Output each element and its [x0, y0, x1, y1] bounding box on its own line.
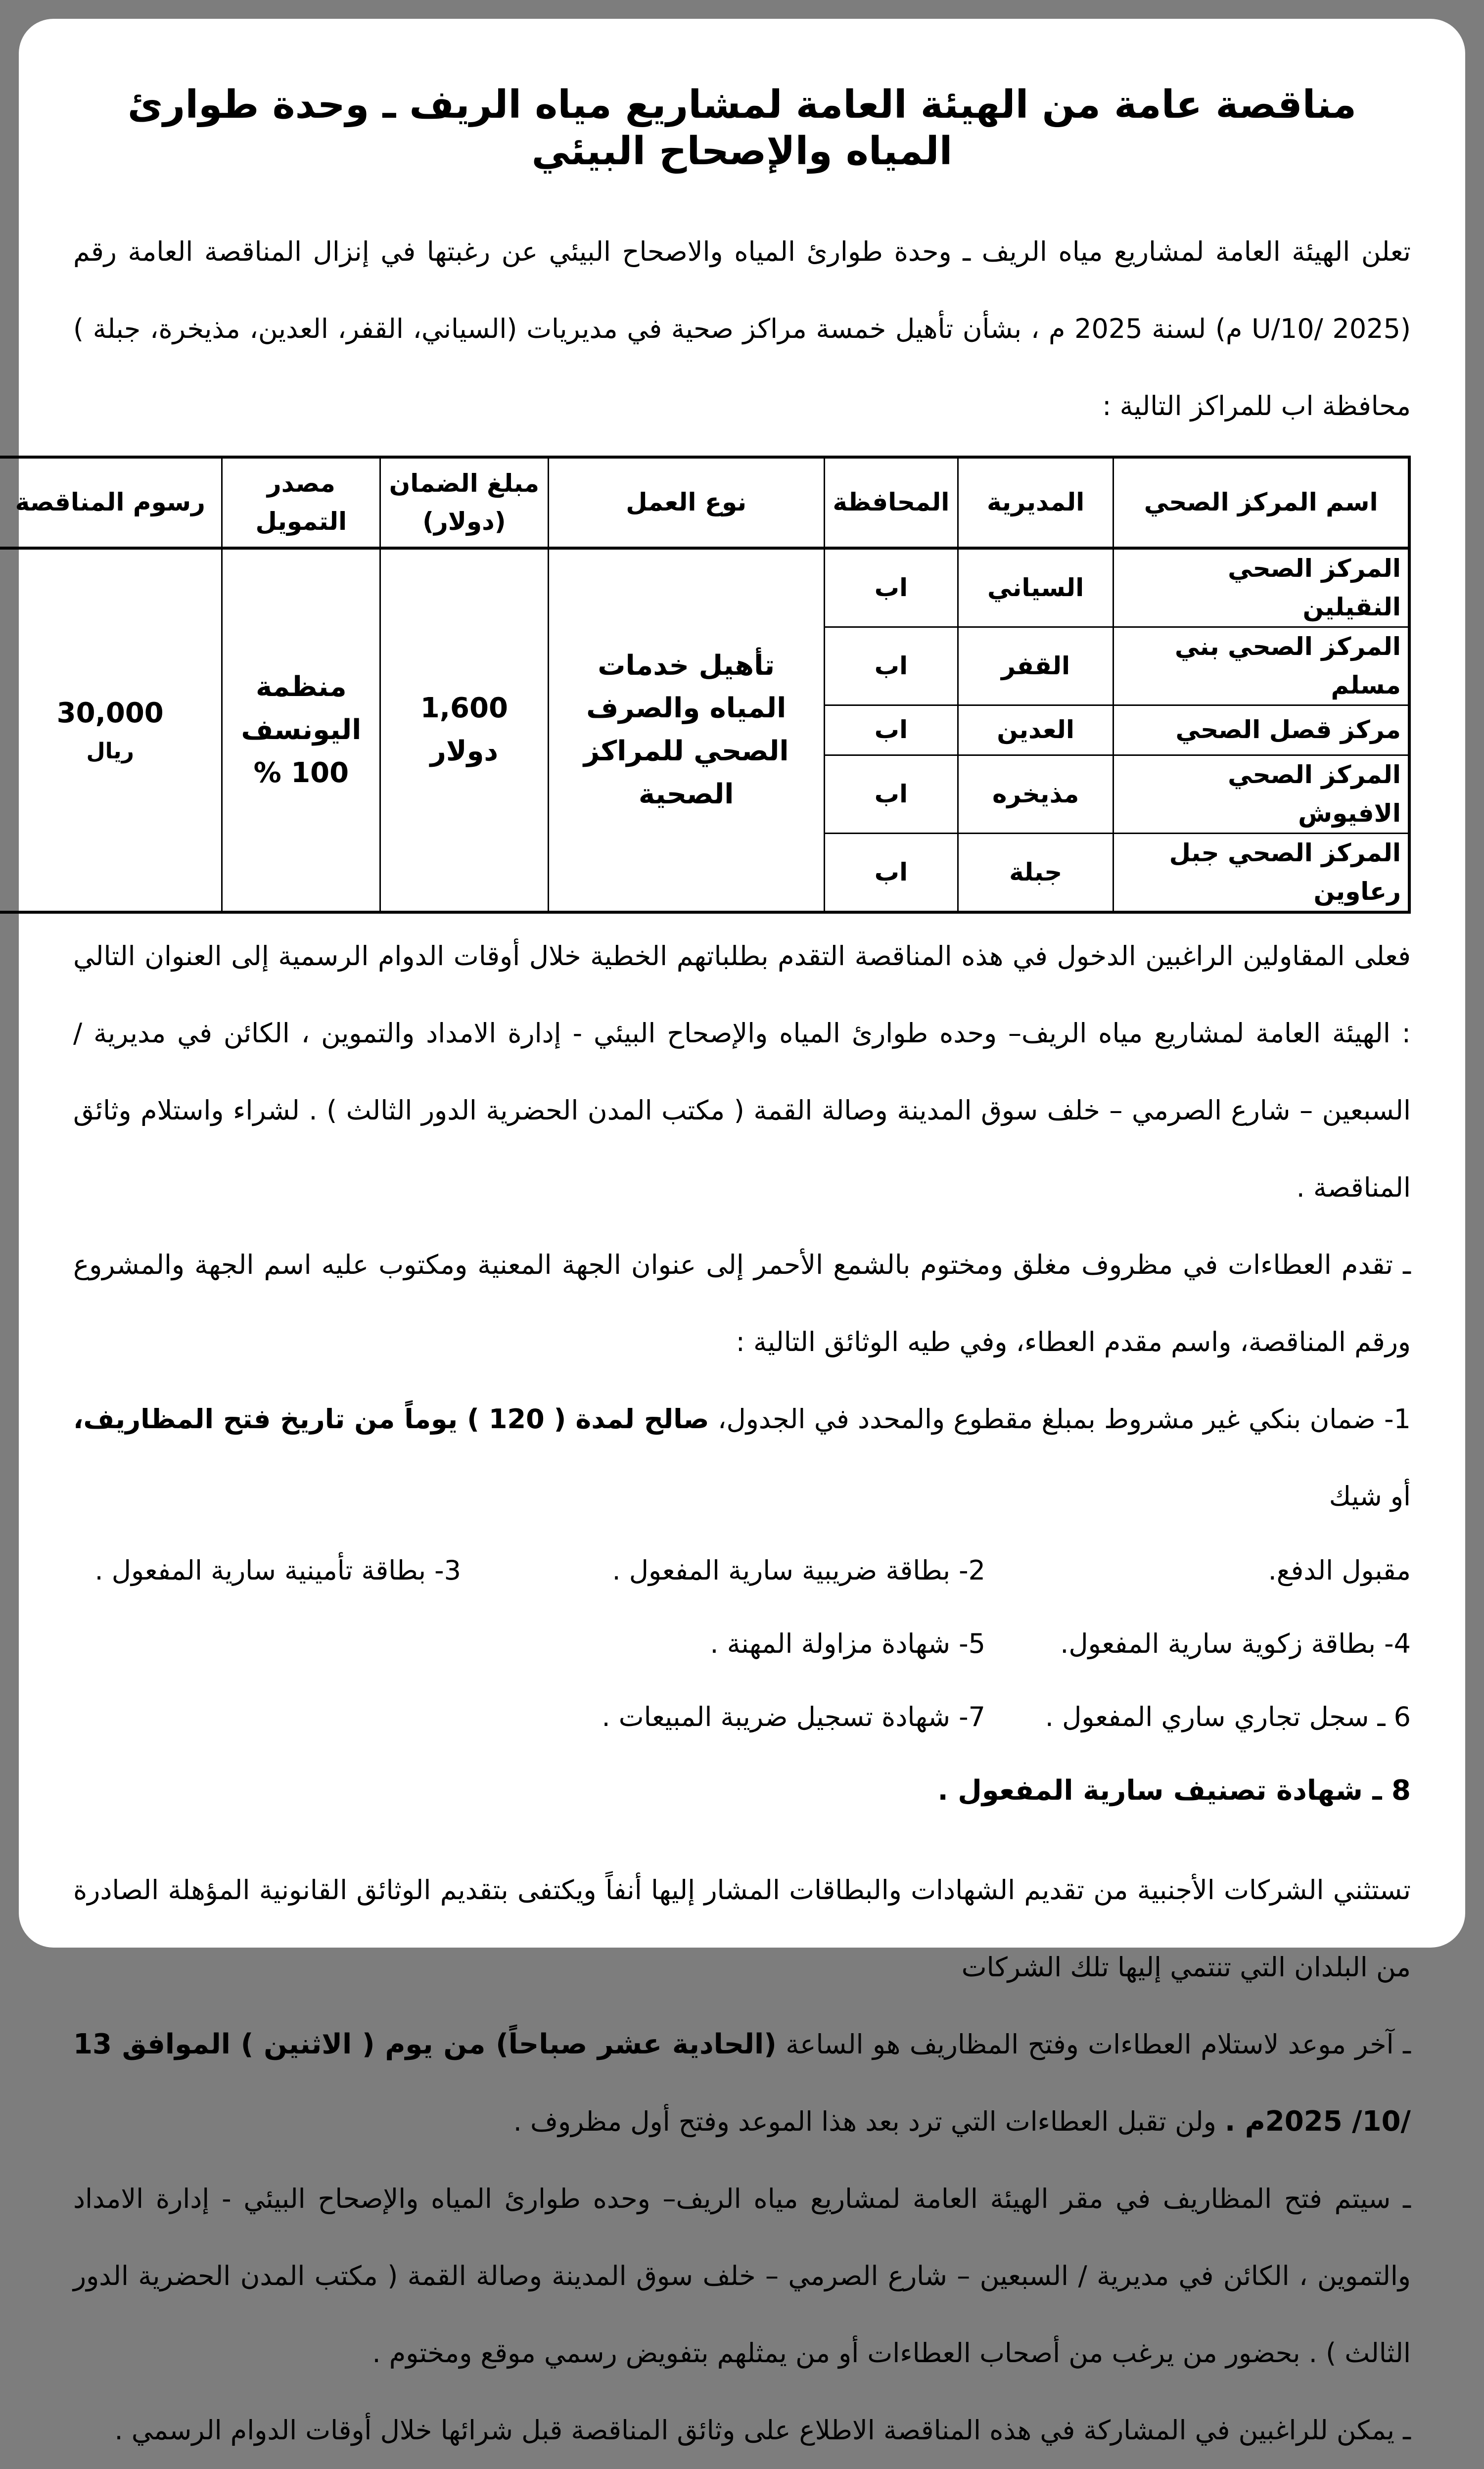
cell-district: القفر — [958, 627, 1113, 705]
cell-center: المركز الصحي جبل رعاوين — [1113, 834, 1409, 913]
header-governorate: المحافظة — [824, 457, 958, 548]
cell-governorate: اب — [824, 755, 958, 834]
fees-currency: ريال — [86, 739, 135, 764]
item1-validity: صالح لمدة ( 120 ) يوماً من تاريخ فتح المظاريف، — [73, 1403, 709, 1435]
document-item-1 — [73, 1381, 1411, 1535]
intro-paragraph: تعلن الهيئة العامة لمشاريع مياه الريف ـ وحدة طوارئ المياه والاصحاح البيئي عن رغبتها في إنزال المناقصة العامة رقم (U/10/ 2025 م) لسنة 2025 م ، بشأن تأهيل خمسة مراكز صحية في مديريات (السياني، القفر، العدين، مذيخرة، جبلة ) محافظة اب للمراكز التالية : — [73, 236, 1411, 422]
table-row — [0, 548, 1409, 627]
item1-continuation: مقبول الدفع. — [1268, 1555, 1411, 1586]
documents-list — [73, 1535, 1411, 1852]
table-header-row — [0, 457, 1409, 548]
header-district: المديرية — [958, 457, 1113, 548]
foreign-companies-paragraph: تستثني الشركات الأجنبية من تقديم الشهادات والبطاقات المشار إليها أنفاً ويكتفى بتقديم الوثائق القانونية المؤهلة الصادرة من البلدان التي تنتمي إليها تلك الشركات — [73, 1874, 1411, 1983]
cell-center: المركز الصحي بني مسلم — [1113, 627, 1409, 705]
cell-governorate: اب — [824, 627, 958, 705]
item1-prefix: 1- ضمان بنكي غير مشروط بمبلغ مقطوع والمحدد في الجدول، — [718, 1403, 1411, 1435]
document-item-6: 6 ـ سجل تجاري ساري المفعول . — [1045, 1701, 1411, 1733]
cell-district: العدين — [958, 705, 1113, 755]
cell-fees — [0, 548, 222, 912]
header-fees: رسوم المناقصة — [0, 457, 222, 548]
deadline-prefix: ـ آخر موعد لاستلام العطاءات وفتح المظاريف هو الساعة — [786, 2029, 1411, 2060]
deadline-paragraph — [73, 2006, 1411, 2160]
document-item-4: 4- بطاقة زكوية سارية المفعول. — [1060, 1628, 1411, 1660]
deadline-date: (الحادية عشر صباحاً) من يوم ( الاثنين ) الموافق 13 /10/ 2025م . — [73, 2028, 1411, 2138]
cell-district: جبلة — [958, 834, 1113, 913]
cell-work-type: تأهيل خدمات المياه والصرف الصحي للمراكز الصحية — [548, 548, 824, 912]
cell-center: المركز الصحي النقيلين — [1113, 548, 1409, 627]
opening-paragraph: ـ سيتم فتح المظاريف في مقر الهيئة العامة لمشاريع مياه الريف– وحده طوارئ المياه والإصحاح البيئي - إدارة الامداد والتموين ، الكائن في مديرية / السبعين – شارع الصرمي – خلف سوق المدينة وصالة القمة ( مكتب المدن الحضرية الدور الثالث ) . بحضور من يرغب من أصحاب العطاءات أو من يمثلهم بتفويض رسمي موقع ومختوم . — [73, 2183, 1411, 2369]
cell-district: السياني — [958, 548, 1113, 627]
cell-center: المركز الصحي الافيوش — [1113, 755, 1409, 834]
document-item-3: 3- بطاقة تأمينية سارية المفعول . — [94, 1555, 461, 1586]
header-guarantee: مبلغ الضمان (دولار) — [380, 457, 548, 548]
header-funding: مصدر التمويل — [222, 457, 380, 548]
cell-center: مركز قصل الصحي — [1113, 705, 1409, 755]
deadline-suffix: ولن تقبل العطاءات التي ترد بعد هذا الموعد وفتح أول مظروف . — [513, 2106, 1216, 2138]
cell-funding: منظمة اليونسف 100 % — [222, 548, 380, 912]
health-centers-table — [0, 456, 1411, 914]
review-paragraph: ـ يمكن للراغبين في المشاركة في هذه المناقصة الاطلاع على وثائق المناقصة قبل شرائها خلال أوقات الدوام الرسمي . — [114, 2415, 1411, 2446]
header-work: نوع العمل — [548, 457, 824, 548]
document-item-5: 5- شهادة مزاولة المهنة . — [710, 1628, 985, 1660]
document-item-2: 2- بطاقة ضريبية سارية المفعول . — [612, 1555, 985, 1586]
cell-governorate: اب — [824, 834, 958, 913]
tender-notice — [15, 19, 1465, 2446]
cell-guarantee: 1,600 دولار — [380, 548, 548, 912]
document-item-7: 7- شهادة تسجيل ضريبة المبيعات . — [602, 1701, 985, 1733]
fees-amount: 30,000 — [56, 697, 164, 729]
item1-suffix: أو شيك — [1329, 1481, 1411, 1512]
contractors-paragraph: فعلى المقاولين الراغبين الدخول في هذه المناقصة التقدم بطلباتهم الخطية خلال أوقات الدوام الرسمية إلى العنوان التالي : الهيئة العامة لمشاريع مياه الريف– وحده طوارئ المياه والإصحاح البيئي - إدارة الامداد والتموين ، الكائن في مديرية / السبعين – شارع الصرمي – خلف سوق المدينة وصالة القمة ( مكتب المدن الحضرية الدور الثالث ) . لشراء واستلام وثائق المناقصة . — [73, 940, 1411, 1204]
cell-governorate: اب — [824, 705, 958, 755]
bids-paragraph: ـ تقدم العطاءات في مظروف مغلق ومختوم بالشمع الأحمر إلى عنوان الجهة المعنية ومكتوب عليه اسم الجهة والمشروع ورقم المناقصة، واسم مقدم العطاء، وفي طيه الوثائق التالية : — [73, 1249, 1411, 1358]
header-center: اسم المركز الصحي — [1113, 457, 1409, 548]
cell-district: مذيخره — [958, 755, 1113, 834]
notice-title: مناقصة عامة من الهيئة العامة لمشاريع مياه الريف ـ وحدة طوارئ المياه والإصحاح البيئي — [127, 83, 1357, 174]
cell-governorate: اب — [824, 548, 958, 627]
document-item-8: 8 ـ شهادة تصنيف سارية المفعول . — [937, 1774, 1411, 1807]
